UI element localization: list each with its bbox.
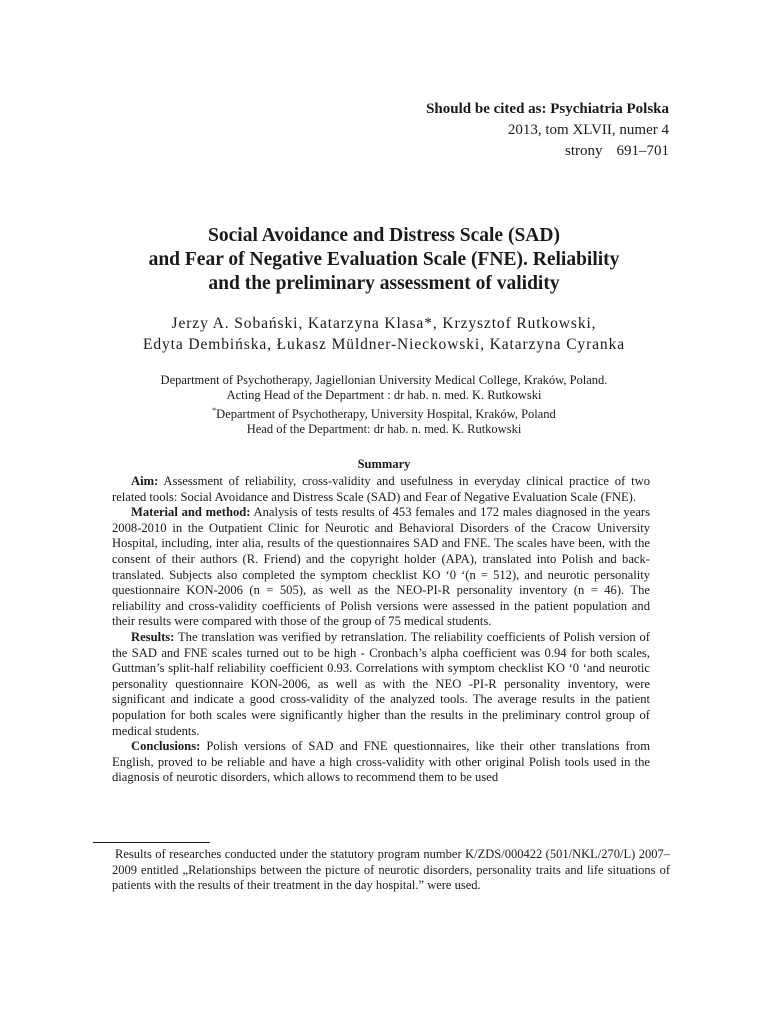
affiliation-dept-1: Department of Psychotherapy, Jagiellonian University Medical College, Kraków, Poland. <box>160 373 608 387</box>
aim-label: Aim: <box>131 474 159 488</box>
citation-pages-label: strony <box>565 143 603 159</box>
authors-line-1: Jerzy A. Sobański, Katarzyna Klasa*, Krzysztof Rutkowski, <box>171 315 597 332</box>
citation-label: Should be cited as: Psychiatria Polska <box>426 101 669 117</box>
affiliation-head-2: Head of the Department: dr hab. n. med. K. Rutkowski <box>246 422 522 437</box>
abstract-results <box>112 630 650 739</box>
footnote-divider <box>93 842 210 843</box>
citation-pages-line <box>426 141 669 162</box>
method-text: Analysis of tests results of 453 females and 172 males diagnosed in the years 2008-2010 in the Outpatient Clinic for Neurotic and Behavioral Disorders of the Cracow University Hospital, including, inter alia, results of the questionnaires SAD and FNE. The scales have been, with the consent of their authors (R. Friend) and the copyright holder (APA), translated into Polish and back-translated. Subjects also completed the symptom checklist KO ‘0 ‘(n = 512), and neurotic personality questionnaire KON-2006 (n = 505), as well as the NEO-PI-R personality inventory (n = 46). The reliability and cross-validity coefficients of Polish versions were assessed in the patient population and their results were compared with those of the group of 75 medical students. <box>112 505 650 629</box>
article-title <box>60 224 708 296</box>
abstract-conclusions <box>112 739 650 786</box>
conclusions-text: Polish versions of SAD and FNE questionnaires, like their other translations from English, proved to be reliable and have a high cross-validity with other original Polish tools used in the diagnosis of neurotic disorders, which allows to recommend them to be used <box>112 739 650 785</box>
affiliation-dept-2-line <box>60 403 708 422</box>
affiliation-head-1: Acting Head of the Department : dr hab. n. med. K. Rutkowski <box>226 388 542 402</box>
method-label: Material and method: <box>131 505 251 520</box>
abstract-aim <box>112 474 650 505</box>
affiliation-marker: * <box>212 406 217 415</box>
citation-issue: 2013, tom XLVII, numer 4 <box>507 122 669 138</box>
affiliations <box>60 373 708 437</box>
abstract-method <box>112 505 650 630</box>
title-line-2: and Fear of Negative Evaluation Scale (FNE). Reliability <box>148 249 620 270</box>
title-line-1: Social Avoidance and Distress Scale (SAD) <box>208 225 560 246</box>
results-label: Results: <box>131 629 175 644</box>
abstract-body <box>112 474 650 786</box>
author-list <box>60 313 708 355</box>
authors-line-2: Edyta Dembińska, Łukasz Müldner-Nieckowski, Katarzyna Cyranka <box>143 336 625 353</box>
summary-heading: Summary <box>357 457 411 471</box>
aim-text: Assessment of reliability, cross-validity and usefulness in everyday clinical practice of two related tools: Social Avoidance and Distress Scale (SAD) and Fear of Negative Evaluation Scale (FNE). <box>112 474 650 504</box>
footnote: Results of researches conducted under the statutory program number K/ZDS/000422 (501/NKL/270/L) 2007–2009 entitled „Relationships between the picture of neurotic disorders, personality traits and life situations of patients with the results of their treatment in the day hospital.” were used. <box>112 847 670 893</box>
conclusions-label: Conclusions: <box>131 739 201 754</box>
citation-block <box>426 99 669 162</box>
results-text: The translation was verified by retranslation. The reliability coefficients of Polish version of the SAD and FNE scales turned out to be high - Cronbach’s alpha coefficient was 0.94 for both scales, Guttman’s split-half reliability coefficient 0.93. Correlations with symptom checklist KO ‘0 ‘and neurotic personality questionnaire KON-2006, as well as with the NEO -PI-R personality inventory, were significant and indicate a good cross-validity of the analyzed tools. The average results in the patient population for both scales were significantly higher than the results in the preliminary control group of medical students. <box>112 629 650 738</box>
citation-pages: 691–701 <box>616 143 669 159</box>
title-line-3: and the preliminary assessment of validity <box>208 273 560 294</box>
affiliation-dept-2: Department of Psychotherapy, University Hospital, Kraków, Poland <box>216 407 556 422</box>
